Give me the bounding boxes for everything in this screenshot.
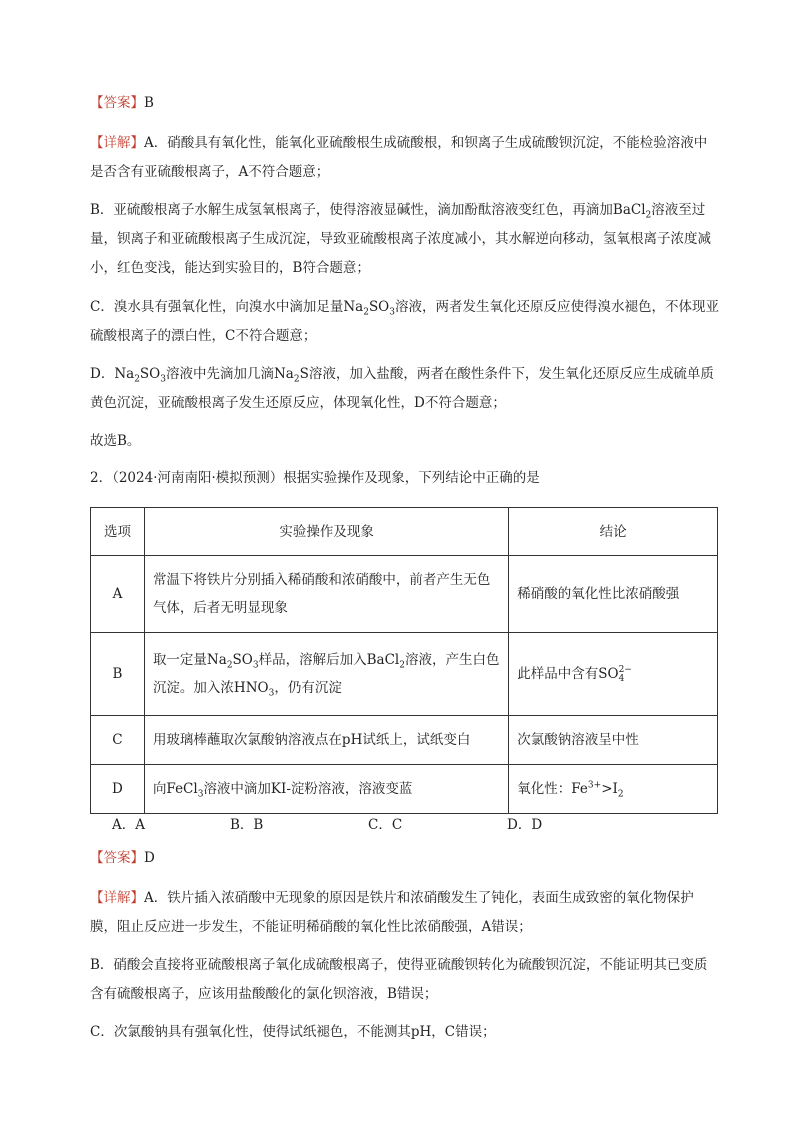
conclusion-cell <box>509 633 718 716</box>
detail-1-conclusion: 故选B。 <box>90 433 141 449</box>
table-header-cell: 选项 <box>91 508 145 556</box>
option-cell: C <box>91 716 145 765</box>
conclusion-cell: 稀硝酸的氧化性比浓硝酸强 <box>509 556 718 633</box>
text-segment: 溶液中先滴加几滴Na <box>165 366 294 382</box>
detail-2-b: B．硝酸会直接将亚硫酸根离子氧化成硫酸根离子，使得亚硫酸钡转化为硫酸钡沉淀，不能证明其已变质含有硫酸根离子，应该用盐酸酸化的氯化钡溶液，B错误； <box>90 957 708 1002</box>
superscript: 2− <box>618 664 632 675</box>
subscript: 2 <box>617 789 624 800</box>
option-cell: B <box>91 633 145 716</box>
detail-text: A．铁片插入浓硝酸中无现象的原因是铁片和浓硝酸发生了钝化，表面生成致密的氧化物保护膜，阻止反应进一步发生，不能证明稀硝酸的氧化性比浓硝酸强，A错误； <box>90 890 694 935</box>
subscript: 3 <box>252 660 259 671</box>
detail-1-a <box>90 129 720 187</box>
detail-1-d <box>90 360 720 418</box>
option-cell: A <box>91 556 145 633</box>
subscript: 2 <box>399 660 405 671</box>
subscript: 2 <box>363 307 369 318</box>
text-segment: 氧化性：Fe <box>517 781 588 797</box>
answer-label: 【答案】 <box>90 95 144 111</box>
option-cell: D <box>91 765 145 814</box>
text-segment: B．亚硫酸根离子水解生成氢氧根离子，使得溶液显碱性，滴加酚酞溶液变红色，再滴加BaCl <box>90 202 646 218</box>
answer-value: B <box>144 95 154 111</box>
operation-cell <box>144 765 508 814</box>
operation-cell: 常温下将铁片分别插入稀硝酸和浓硝酸中，前者产生无色气体，后者无明显现象 <box>144 556 508 633</box>
text-segment: 取一定量Na <box>152 652 227 668</box>
option-a: A．A <box>112 817 145 833</box>
subscript: 4 <box>618 673 625 684</box>
text-segment: S溶液，加入盐酸，两者在酸性条件下，发生氧化还原反应生成硫单质黄色沉淀，亚硫酸根离子发生还原反应，体现氧化性，D不符合题意； <box>90 366 714 411</box>
subscript: 2 <box>293 374 300 385</box>
detail-2-c: C．次氯酸钠具有强氧化性，使得试纸褪色，不能测其pH，C错误； <box>90 1024 496 1040</box>
detail-label: 【详解】 <box>90 890 144 906</box>
subscript: 2 <box>134 374 140 385</box>
detail-text: A．硝酸具有氧化性，能氧化亚硫酸根生成硫酸根，和钡离子生成硫酸钡沉淀，不能检验溶液中是否含有亚硫酸根离子，A不符合题意； <box>90 135 708 180</box>
table-header-cell: 实验操作及现象 <box>144 508 508 556</box>
text-segment: ，仍有沉淀 <box>274 680 342 696</box>
text-segment: 溶液，两者发生氧化还原反应使得溴水褪色，不体现亚硫酸根离子的漂白性，C不符合题意； <box>90 299 719 344</box>
text-segment: 溶液至过量，钡离子和亚硫酸根离子生成沉淀，导致亚硫酸根离子浓度减小，其水解逆向移动，氢氧根离子浓度减小，红色变浅，能达到实验目的，B符合题意； <box>90 202 711 276</box>
subscript: 2 <box>645 210 652 221</box>
table-row <box>91 765 718 814</box>
option-b: B．B <box>230 817 264 833</box>
text-segment: 向FeCl <box>152 781 198 797</box>
detail-2-a <box>90 884 720 942</box>
answer-label: 【答案】 <box>90 850 144 866</box>
detail-label: 【详解】 <box>90 135 144 151</box>
text-segment: SO <box>232 652 253 668</box>
answer-1 <box>90 89 720 118</box>
table-row <box>91 633 718 716</box>
option-c: C．C <box>368 817 403 833</box>
detail-1-b <box>90 196 720 283</box>
text-segment: 溶液中滴加KI-淀粉溶液，溶液变蓝 <box>203 781 413 797</box>
subscript: 3 <box>268 688 275 699</box>
text-segment: C．溴水具有强氧化性，向溴水中滴加足量Na <box>90 299 364 315</box>
subscript: 3 <box>389 307 395 318</box>
conclusion-cell: 次氯酸钠溶液呈中性 <box>509 716 718 765</box>
subscript: 2 <box>226 660 233 671</box>
ion-charge <box>619 666 632 684</box>
table-header-cell: 结论 <box>509 508 718 556</box>
conclusion-cell <box>509 765 718 814</box>
detail-1-c <box>90 293 720 351</box>
text-segment: 样品，溶解后加入BaCl <box>258 652 400 668</box>
text-segment: 此样品中含有SO <box>517 666 619 682</box>
text-segment: D．Na <box>90 366 135 382</box>
operation-cell: 用玻璃棒蘸取次氯酸钠溶液点在pH试纸上，试纸变白 <box>144 716 508 765</box>
text-segment: SO <box>139 366 161 382</box>
answer-value: D <box>144 850 155 866</box>
text-segment: >I <box>601 781 618 797</box>
question-2-table <box>90 507 718 814</box>
answer-2 <box>90 844 720 873</box>
table-row <box>91 556 718 633</box>
text-segment: 溶液，产生白色沉淀。加入浓HNO <box>152 652 500 696</box>
table-row <box>91 716 718 765</box>
operation-cell <box>144 633 508 716</box>
option-d: D．D <box>507 817 543 833</box>
question-2-stem: 2．（2024·河南南阳·模拟预测）根据实验操作及现象，下列结论中正确的是 <box>90 470 540 486</box>
subscript: 3 <box>160 374 166 385</box>
text-segment: SO <box>368 299 390 315</box>
subscript: 3 <box>197 789 204 800</box>
table-header-row <box>91 508 718 556</box>
superscript: 3+ <box>587 780 602 791</box>
